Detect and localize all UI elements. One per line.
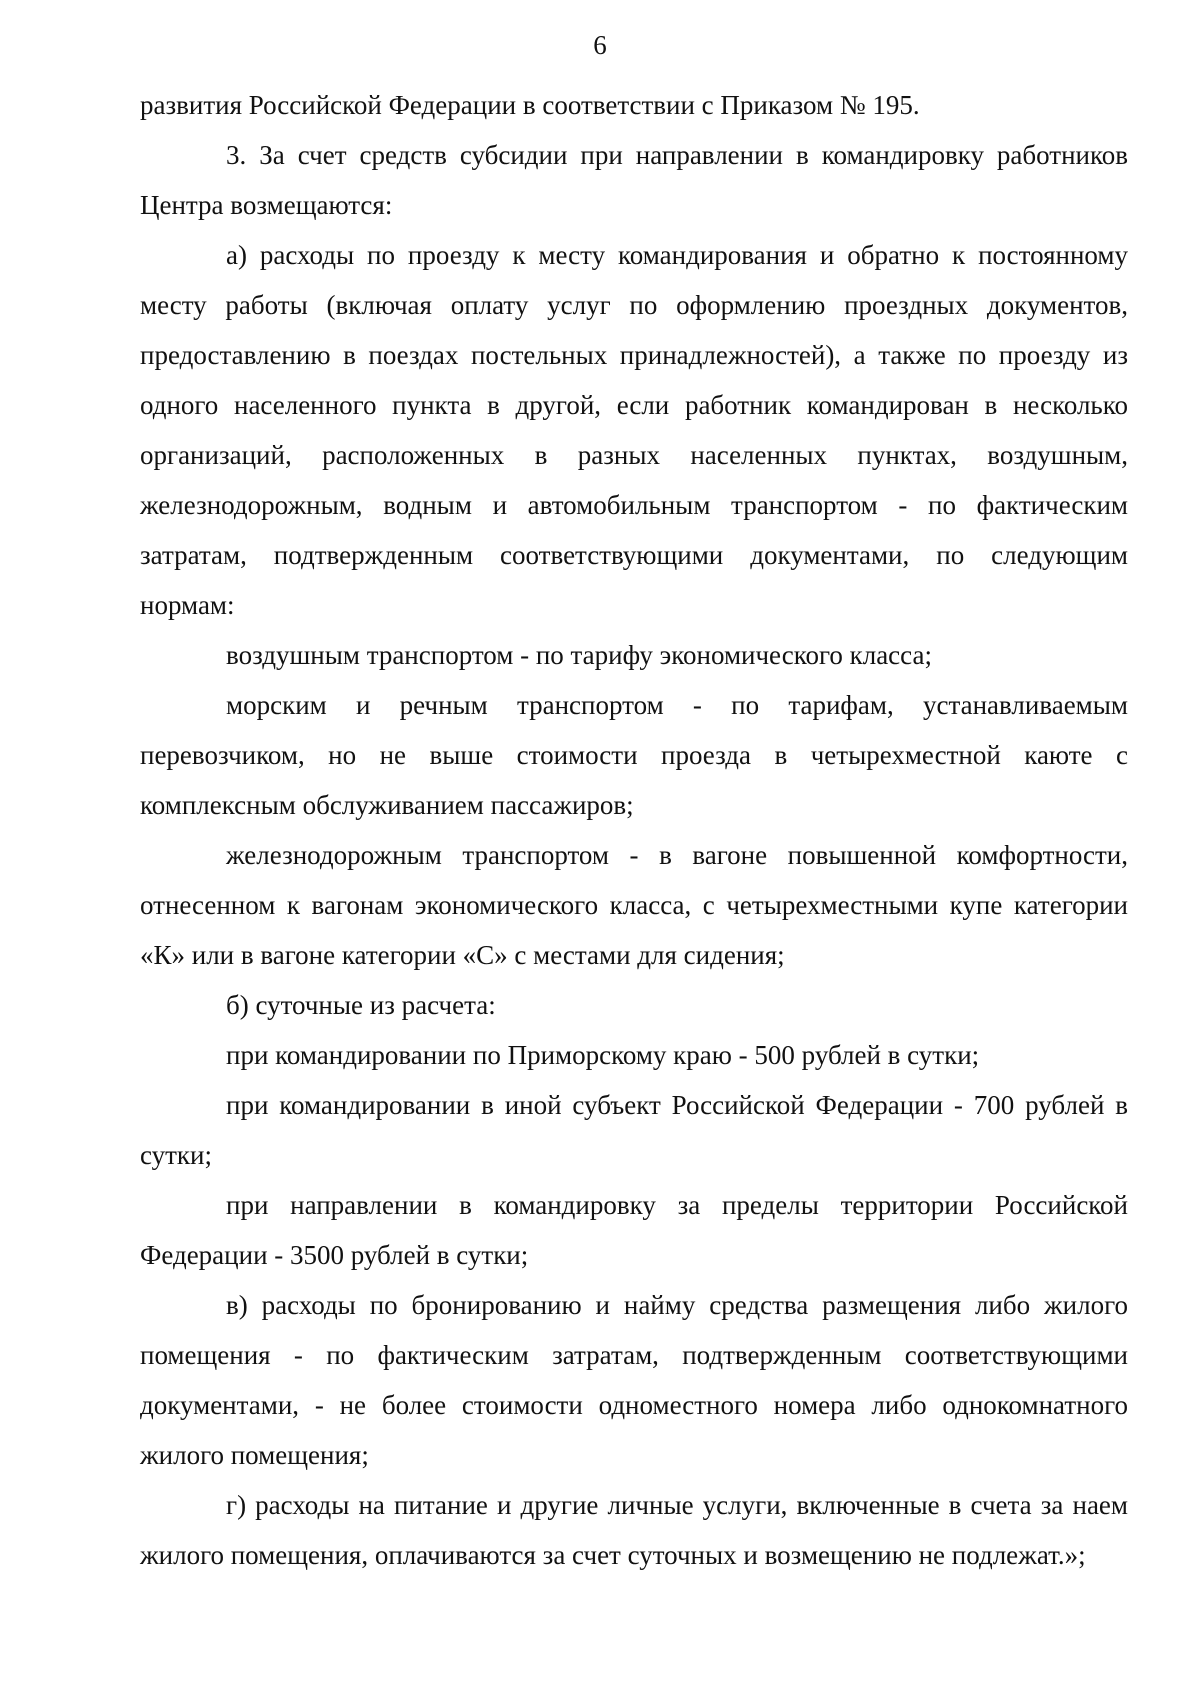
document-body <box>140 80 1128 1580</box>
page-number: 6 <box>593 30 607 60</box>
paragraph-per-diem-abroad: при направлении в командировку за пределы территории Российской Федерации - 3500 рублей в сутки; <box>140 1190 1128 1270</box>
paragraph-rail-transport: железнодорожным транспортом - в вагоне повышенной комфортности, отнесенном к вагонам экономического класса, с четырехместными купе категории «К» или в вагоне категории «С» с местами для сидения; <box>140 840 1128 970</box>
paragraph-air-transport: воздушным транспортом - по тарифу экономического класса; <box>226 640 932 670</box>
paragraph-sea-river-transport: морским и речным транспортом - по тарифам, устанавливаемым перевозчиком, но не выше стоимости проезда в четырехместной каюте с комплексным обслуживанием пассажиров; <box>140 690 1128 820</box>
paragraph-item-3: 3. За счет средств субсидии при направлении в командировку работников Центра возмещаются: <box>140 140 1128 220</box>
paragraph-subitem-a: а) расходы по проезду к месту командирования и обратно к постоянному месту работы (включая оплату услуг по оформлению проездных документов, предоставлению в поездах постельных принадлежностей), а также по проезду из одного населенного пункта в другой, если работник командирован в несколько организаций, расположенных в разных населенных пунктах, воздушным, железнодорожным, водным и автомобильным транспортом - по фактическим затратам, подтвержденным соответствующими документами, по следующим нормам: <box>140 240 1128 620</box>
paragraph-subitem-g: г) расходы на питание и другие личные услуги, включенные в счета за наем жилого помещения, оплачиваются за счет суточных и возмещению не подлежат.»; <box>140 1490 1128 1570</box>
paragraph-per-diem-other-subject: при командировании в иной субъект Российской Федерации - 700 рублей в сутки; <box>140 1090 1128 1170</box>
paragraph-subitem-v: в) расходы по бронированию и найму средства размещения либо жилого помещения - по фактическим затратам, подтвержденным соответствующими документами, - не более стоимости одноместного номера либо однокомнатного жилого помещения; <box>140 1290 1128 1470</box>
paragraph-subitem-b: б) суточные из расчета: <box>226 990 496 1020</box>
paragraph-per-diem-primorsky: при командировании по Приморскому краю - 500 рублей в сутки; <box>226 1040 980 1070</box>
paragraph-continuation: развития Российской Федерации в соответствии с Приказом № 195. <box>140 90 920 120</box>
